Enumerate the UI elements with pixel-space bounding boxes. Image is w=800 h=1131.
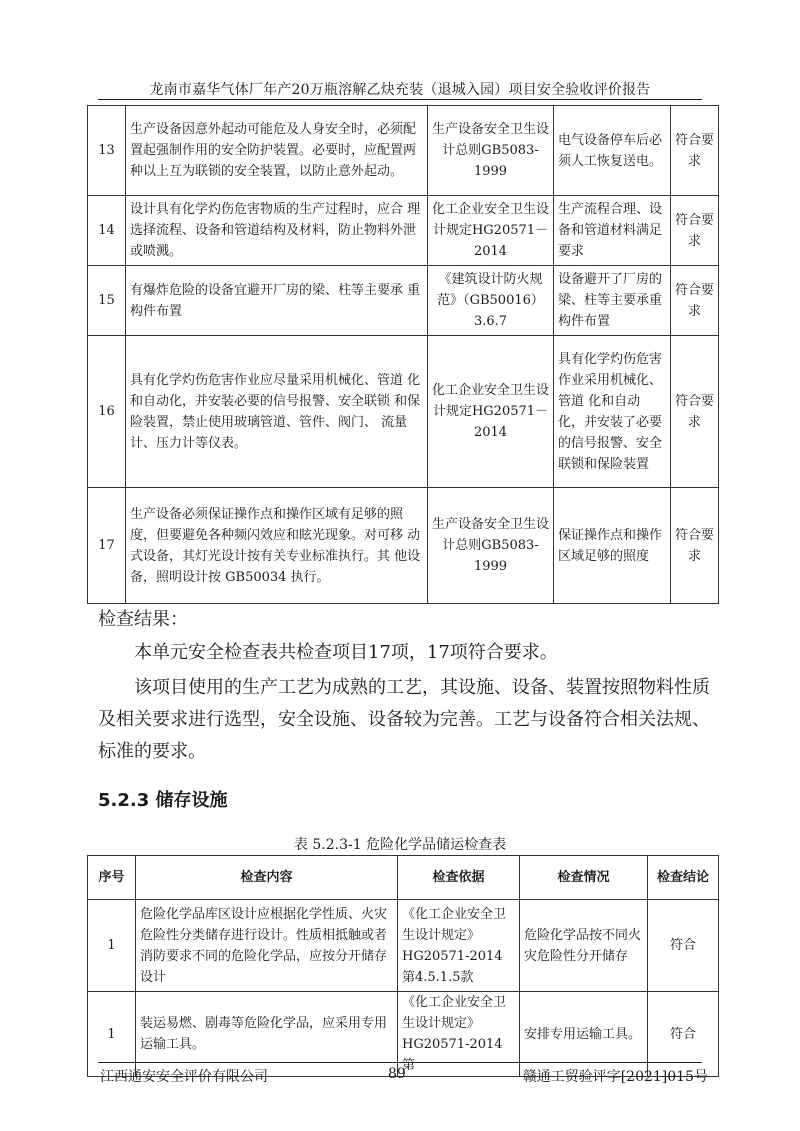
table-row [88, 992, 719, 1077]
header-situation: 检查情况 [520, 856, 648, 900]
table-row [88, 336, 719, 488]
result-label: 检查结果： [98, 609, 188, 630]
header-result: 检查结论 [648, 856, 719, 900]
check-result: 符合要求 [671, 196, 719, 266]
table-row [88, 266, 719, 336]
check-basis: 化工企业安全卫生设计规定HG20571－2014 [428, 196, 554, 266]
inspection-table-continued [87, 105, 719, 604]
check-result: 符合要求 [671, 106, 719, 196]
header-no: 序号 [88, 856, 136, 900]
row-number: 14 [88, 196, 126, 266]
check-situation: 危险化学品按不同火灾危险性分开储存 [520, 900, 648, 992]
header-rule [98, 99, 702, 100]
row-number: 17 [88, 488, 126, 604]
check-situation: 安排专用运输工具。 [520, 992, 648, 1077]
table-row [88, 106, 719, 196]
check-basis: 《化工企业安全卫生设计规定》HG20571-2014 第4.5.1.5款 [398, 900, 520, 992]
row-number: 15 [88, 266, 126, 336]
check-result: 符合要求 [671, 336, 719, 488]
header-content: 检查内容 [136, 856, 398, 900]
check-result: 符合 [648, 992, 719, 1077]
check-content: 设计具有化学灼伤危害物质的生产过程时，应合 理选择流程、设备和管道结构及材料，防止物料外泄或喷溅。 [126, 196, 428, 266]
header-basis: 检查依据 [398, 856, 520, 900]
row-number: 1 [88, 900, 136, 992]
check-result: 符合 [648, 900, 719, 992]
check-situation: 设备避开了厂房的梁、柱等主要承重构件布置 [554, 266, 671, 336]
section-heading: 5.2.3 储存设施 [98, 790, 228, 811]
check-basis: 《化工企业安全卫生设计规定》HG20571-2014 第 [398, 992, 520, 1077]
table-header-row [88, 856, 719, 900]
check-situation: 保证操作点和操作区域足够的照度 [554, 488, 671, 604]
result-paragraph: 该项目使用的生产工艺为成熟的工艺，其设施、设备、装置按照物料性质及相关要求进行选型，安全设施、设备较为完善。工艺与设备符合相关法规、标准的要求。 [98, 677, 710, 762]
check-basis: 生产设备安全卫生设计总则GB5083-1999 [428, 106, 554, 196]
page-number: 89 [388, 1066, 406, 1082]
check-result: 符合要求 [671, 266, 719, 336]
row-number: 1 [88, 992, 136, 1077]
result-summary: 本单元安全检查表共检查项目17项，17项符合要求。 [134, 642, 558, 663]
check-situation: 电气设备停车后必须人工恢复送电。 [554, 106, 671, 196]
check-basis: 《建筑设计防火规范》（GB50016）3.6.7 [428, 266, 554, 336]
table-caption: 表 5.2.3-1 危险化学品储运检查表 [293, 837, 507, 853]
row-number: 13 [88, 106, 126, 196]
check-situation: 具有化学灼伤危害作业采用机械化、管道 化和自动化，并安装了必要的信号报警、安全联锁和保险装置 [554, 336, 671, 488]
row-number: 16 [88, 336, 126, 488]
check-basis: 化工企业安全卫生设计规定HG20571－2014 [428, 336, 554, 488]
storage-inspection-table [87, 855, 719, 1077]
check-content: 装运易燃、剧毒等危险化学品，应采用专用运输工具。 [136, 992, 398, 1077]
check-content: 有爆炸危险的设备宜避开厂房的梁、柱等主要承 重构件布置 [126, 266, 428, 336]
document-code: 赣通工贸验评字[2021]015号 [522, 1069, 708, 1085]
footer-company: 江西通安安全评价有限公司 [100, 1069, 268, 1085]
table-row [88, 900, 719, 992]
check-situation: 生产流程合理、设备和管道材料满足要求 [554, 196, 671, 266]
footer-rule [98, 1062, 702, 1063]
check-result: 符合要求 [671, 488, 719, 604]
table-row [88, 196, 719, 266]
check-basis: 生产设备安全卫生设计总则GB5083-1999 [428, 488, 554, 604]
check-content: 具有化学灼伤危害作业应尽量采用机械化、管道 化和自动化，并安装必要的信号报警、安全联锁 和保险装置，禁止使用玻璃管道、管件、阀门、 流量计、压力计等仪表。 [126, 336, 428, 488]
report-header-title: 龙南市嘉华气体厂年产20万瓶溶解乙炔充装（退城入园）项目安全验收评价报告 [149, 82, 651, 98]
check-content: 生产设备因意外起动可能危及人身安全时，必须配置起强制作用的安全防护装置。必要时，应配置两种以上互为联锁的安全装置，以防止意外起动。 [126, 106, 428, 196]
check-content: 危险化学品库区设计应根据化学性质、火灾危险性分类储存进行设计。性质相抵触或者消防要求不同的危险化学品，应按分开储存设计 [136, 900, 398, 992]
check-content: 生产设备必须保证操作点和操作区域有足够的照 度，但要避免各种频闪效应和眩光现象。对可移 动式设备，其灯光设计按有关专业标准执行。其 他设备，照明设计按 GB50034 执行。 [126, 488, 428, 604]
table-row [88, 488, 719, 604]
